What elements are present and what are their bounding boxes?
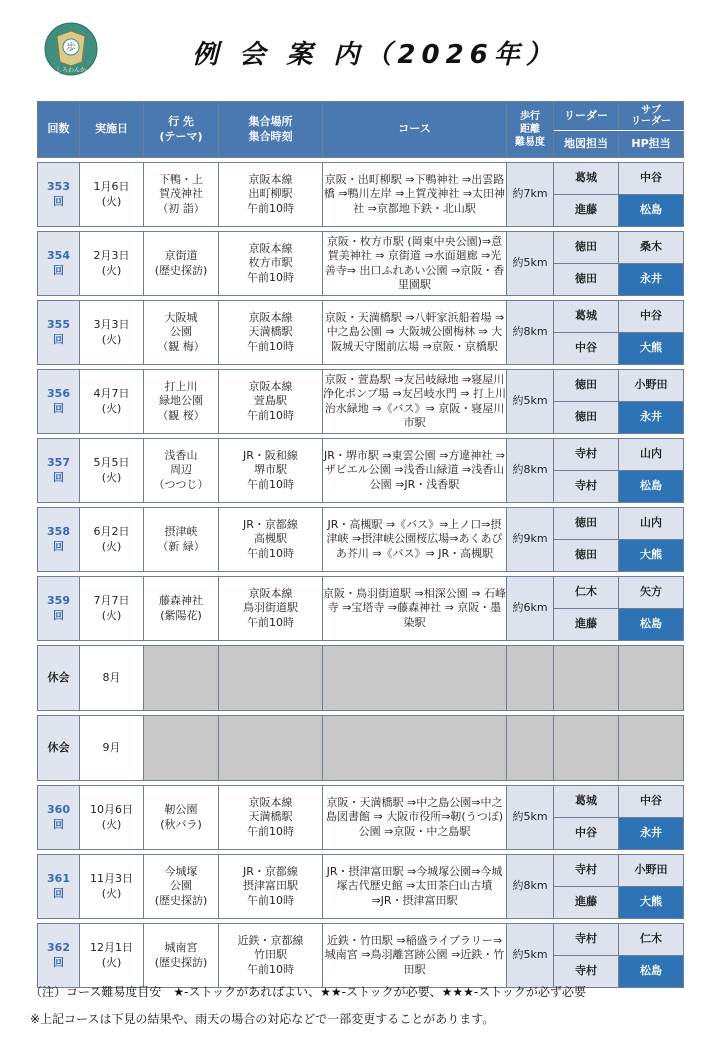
course-cell: 近鉄・竹田駅 ⇒稲盛ライブラリー⇒城南宮 ⇒鳥羽離宮跡公園 ⇒近鉄・竹田駅 [323,924,507,988]
course-cell: 京阪・天満橋駅 ⇒中之島公園⇒中之島図書館 ⇒ 大阪市役所⇒靭(うつぼ)公園 ⇒京阪・中之島駅 [323,786,507,850]
meeting-cell: JR・阪和線 堺市駅 午前10時 [219,439,323,503]
map-cell: 中谷 [554,818,619,850]
sub-leader-cell: 中谷 [619,786,684,818]
sub-leader-cell: 桑木 [619,232,684,264]
hp-cell: 松島 [619,609,684,641]
header-map: 地図担当 [554,131,619,158]
rest-cell [554,646,619,711]
table-row [38,855,684,887]
table-row [38,439,684,471]
sub-leader-cell: 山内 [619,439,684,471]
destination-cell: 今城塚 公園 (歴史探訪) [144,855,219,919]
course-cell: JR・摂津富田駅 ⇒今城塚公園⇒今城塚古代歴史館 ⇒太田茶臼山古墳 ⇒JR・摂津富田駅 [323,855,507,919]
destination-cell: 藤森神社 (紫陽花) [144,577,219,641]
round-cell: 355 回 [38,301,80,365]
distance-cell: 約9km [507,508,554,572]
header-leader: リーダー [554,102,619,131]
rest-cell [554,716,619,781]
hp-cell: 永井 [619,264,684,296]
meeting-cell: 近鉄・京都線 竹田駅 午前10時 [219,924,323,988]
table-row [38,508,684,540]
rest-cell [323,716,507,781]
date-cell: 3月3日 (火) [80,301,144,365]
schedule-body [38,158,684,988]
header-distance: 歩行 距離 難易度 [507,102,554,158]
course-cell: JR・堺市駅 ⇒東雲公園 ⇒方違神社 ⇒ザビエル公園 ⇒浅香山緑道 ⇒浅香山公園 ⇒JR・浅香駅 [323,439,507,503]
leader-cell: 葛城 [554,301,619,333]
round-cell: 359 回 [38,577,80,641]
map-cell: 中谷 [554,333,619,365]
course-cell: 京阪・天満橋駅 ⇒八軒家浜船着場 ⇒中之島公園 ⇒ 大阪城公園梅林 ⇒ 大阪城天守閣前広場 ⇒京阪・京橋駅 [323,301,507,365]
rest-cell [144,716,219,781]
leader-cell: 徳田 [554,370,619,402]
date-cell: 4月7日 (火) [80,370,144,434]
destination-cell: 靭公園 (秋バラ) [144,786,219,850]
sub-leader-cell: 中谷 [619,301,684,333]
schedule-table [37,101,684,988]
round-cell: 休会 [38,646,80,711]
logo-text: しろわんか [55,67,87,74]
rest-cell [619,646,684,711]
date-cell: 5月5日 (火) [80,439,144,503]
round-cell: 358 回 [38,508,80,572]
meeting-cell: JR・京都線 摂津富田駅 午前10時 [219,855,323,919]
meeting-cell: 京阪本線 枚方市駅 午前10時 [219,232,323,296]
table-row [38,301,684,333]
meeting-cell: 京阪本線 出町柳駅 午前10時 [219,163,323,227]
distance-cell: 約8km [507,301,554,365]
round-cell: 362 回 [38,924,80,988]
destination-cell: 摂津峡 （新 緑） [144,508,219,572]
date-cell: 7月7日 (火) [80,577,144,641]
table-row [38,370,684,402]
header-sub-leader: サブ リーダー [619,102,684,131]
course-cell: JR・高槻駅 ⇒《バス》⇒上ノ口⇒摂津峡 ⇒摂津峡公園桜広場⇒あくあぴあ芥川 ⇒《バス》⇒ JR・高槻駅 [323,508,507,572]
club-logo [44,22,98,76]
meeting-cell: 京阪本線 天満橋駅 午前10時 [219,786,323,850]
date-cell: 11月3日 (火) [80,855,144,919]
map-cell: 徳田 [554,402,619,434]
course-cell: 京阪・鳥羽街道駅 ⇒相深公園 ⇒ 石峰寺 ⇒宝塔寺 ⇒藤森神社 ⇒ 京阪・墨染駅 [323,577,507,641]
page-title: 例 会 案 内（2026年） [192,40,558,70]
distance-cell: 約8km [507,439,554,503]
difficulty-note: （注）コース難易度目安 ★-ストックがあればよい、★★-ストックが必要、★★★-ストックが必ず必要 [30,985,586,999]
change-note: ※上記コースは下見の結果や、雨天の場合の対応などで一部変更することがあります。 [30,1012,495,1026]
map-cell: 進藤 [554,195,619,227]
meeting-cell: 京阪本線 天満橋駅 午前10時 [219,301,323,365]
table-row [38,163,684,195]
distance-cell: 約7km [507,163,554,227]
round-cell: 354 回 [38,232,80,296]
table-row [38,716,684,781]
header-destination: 行 先 (テーマ) [144,102,219,158]
sub-leader-cell: 小野田 [619,855,684,887]
distance-cell: 約5km [507,232,554,296]
leader-cell: 葛城 [554,786,619,818]
hp-cell: 松島 [619,956,684,988]
hp-cell: 松島 [619,195,684,227]
header-course: コース [323,102,507,158]
table-row [38,786,684,818]
date-cell: 8月 [80,646,144,711]
sub-leader-cell: 仁木 [619,924,684,956]
logo-char: 歩 [66,43,76,54]
map-cell: 進藤 [554,887,619,919]
round-cell: 360 回 [38,786,80,850]
header-hp: HP担当 [619,131,684,158]
hp-cell: 大熊 [619,333,684,365]
sub-leader-cell: 山内 [619,508,684,540]
sub-leader-cell: 小野田 [619,370,684,402]
round-cell: 357 回 [38,439,80,503]
distance-cell: 約5km [507,370,554,434]
sub-leader-cell: 中谷 [619,163,684,195]
leader-cell: 徳田 [554,508,619,540]
destination-cell: 打上川 緑地公園 （観 桜） [144,370,219,434]
hp-cell: 永井 [619,402,684,434]
sub-leader-cell: 矢方 [619,577,684,609]
header-meeting: 集合場所 集合時刻 [219,102,323,158]
destination-cell: 浅香山 周辺 （つつじ） [144,439,219,503]
rest-cell [219,646,323,711]
course-cell: 京阪・萱島駅 ⇒友呂岐緑地 ⇒寝屋川浄化ポンプ場 ⇒友呂岐水門 ⇒ 打上川治水緑地 ⇒《バス》⇒ 京阪・寝屋川市駅 [323,370,507,434]
meeting-cell: 京阪本線 萱島駅 午前10時 [219,370,323,434]
date-cell: 10月6日 (火) [80,786,144,850]
round-cell: 休会 [38,716,80,781]
destination-cell: 大阪城 公園 （観 梅） [144,301,219,365]
rest-cell [507,716,554,781]
rest-cell [144,646,219,711]
date-cell: 9月 [80,716,144,781]
rest-cell [219,716,323,781]
leader-cell: 仁木 [554,577,619,609]
destination-cell: 下鴨・上 賀茂神社 （初 詣） [144,163,219,227]
date-cell: 2月3日 (火) [80,232,144,296]
leader-cell: 寺村 [554,439,619,471]
round-cell: 361 回 [38,855,80,919]
hp-cell: 大熊 [619,540,684,572]
distance-cell: 約8km [507,855,554,919]
hp-cell: 大熊 [619,887,684,919]
course-cell: 京阪・出町柳駅 ⇒下鴨神社 ⇒出雲路橋 ⇒鴨川左岸 ⇒上賀茂神社 ⇒太田神社 ⇒京都地下鉄・北山駅 [323,163,507,227]
destination-cell: 京街道 (歴史探訪) [144,232,219,296]
rest-cell [619,716,684,781]
date-cell: 12月1日 (火) [80,924,144,988]
map-cell: 徳田 [554,540,619,572]
map-cell: 寺村 [554,471,619,503]
leader-cell: 葛城 [554,163,619,195]
leader-cell: 寺村 [554,855,619,887]
header-date: 実施日 [80,102,144,158]
table-row [38,577,684,609]
leader-cell: 寺村 [554,924,619,956]
meeting-cell: JR・京都線 高槻駅 午前10時 [219,508,323,572]
table-row [38,232,684,264]
destination-cell: 城南宮 (歴史探訪) [144,924,219,988]
map-cell: 進藤 [554,609,619,641]
date-cell: 1月6日 (火) [80,163,144,227]
hp-cell: 永井 [619,818,684,850]
distance-cell: 約5km [507,786,554,850]
course-cell: 京阪・枚方市駅 (岡東中央公園)⇒意賀美神社 ⇒ 京街道 ⇒水面廻廊 ⇒光善寺⇒ 出口ふれあい公園 ⇒京阪・香里園駅 [323,232,507,296]
map-cell: 寺村 [554,956,619,988]
table-row [38,924,684,956]
hp-cell: 松島 [619,471,684,503]
round-cell: 353 回 [38,163,80,227]
distance-cell: 約5km [507,924,554,988]
rest-cell [507,646,554,711]
meeting-cell: 京阪本線 鳥羽街道駅 午前10時 [219,577,323,641]
rest-cell [323,646,507,711]
date-cell: 6月2日 (火) [80,508,144,572]
header-round: 回数 [38,102,80,158]
map-cell: 徳田 [554,264,619,296]
leader-cell: 徳田 [554,232,619,264]
table-row [38,646,684,711]
distance-cell: 約6km [507,577,554,641]
round-cell: 356 回 [38,370,80,434]
